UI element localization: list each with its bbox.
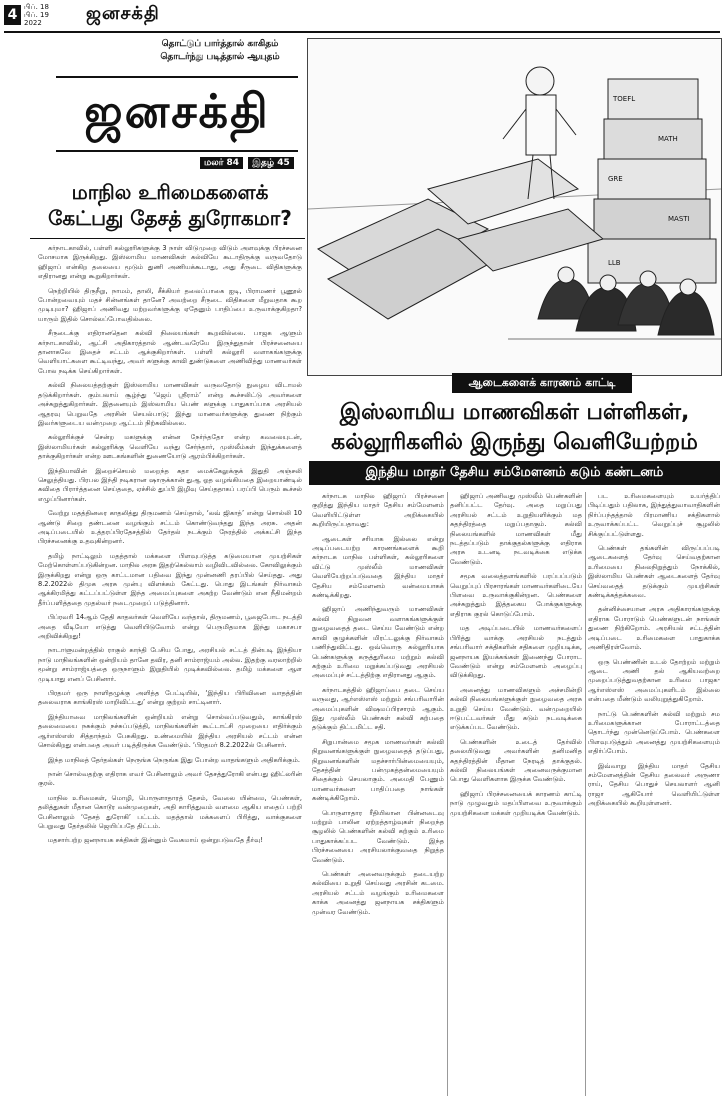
masthead-motto bbox=[140, 38, 300, 64]
column-divider bbox=[585, 492, 586, 1096]
story-kicker: ஆடைகளைக் காரணம் காட்டி bbox=[452, 373, 632, 393]
story-subhead: இந்திய மாதர் தேசிய சம்மேளனம் கடும் கண்டனம் bbox=[309, 461, 720, 485]
paragraph: கர்நாடகத்தில் ஹிஜாப்பை தடை செய்ய வருவது, ஆர்எஸ்எஸ் மற்றும் சங்பரிவாரின் அமைப்புகளின் விஷமப்பிரசாரம் ஆகும். இது முஸ்லீம் பெண்கள் கல்வி கற்பதை தடுக்கும் திட்டமிட்ட சதி. bbox=[312, 685, 444, 732]
motto-line: தொடர்ந்து படித்தால் ஆயுதம் bbox=[160, 52, 280, 62]
story-column-1 bbox=[312, 492, 444, 1096]
paragraph: தமிழ் நாட்டிலும் மதத்தால் மக்களை பிளவுபடுத்த கடுமையான முயற்சிகள் மேற்கொள்ளப்படுகின்றன. மாநில அரசு இதற்கெல்லாம் வழிவிடவில்லை. கோவிலுக்கும் இருக்கிறது என்று ஒரு காட்டமான பதிவை இந்து முன்னணி தரப்பில் செய்தது. அது 8.2.2022ல் திமுக அரசு முன்பு விளக்கம் கேட்டது. பொது இடங்கள் நிர்வாகம் ஆக்கிரமித்து கட்டப்பட்டுள்ள இந்த அமைப்புகளை அகற்ற வேண்டும் என நீதிமன்றம் தீர்ப்பளித்ததை முதல்வர் நடைமுறைப் படுத்தினார். bbox=[38, 551, 302, 607]
paragraph: ஹிஜாப் அணிவது முஸ்லீம் பெண்களின் தனிப்பட்ட தேர்வு. அதை மறுப்பது அரசியல் சட்டம் உறுதியளிக்கும் மத சுதந்திரத்தை மறுப்பதாகும். கல்வி நிலையங்களில் மாணவிகள் மீது நடத்தப்படும் தாக்குதல்களுக்கு எதிராக அரசு உடனடி நடவடிக்கை எடுக்க வேண்டும். bbox=[450, 492, 582, 566]
paragraph: தன்னிச்சையான அரசு அதிகாரங்களுக்கு எதிராக போராடும் பெண்களுடன் நாங்கள் துணை நிற்கிறோம். அரசியல் சட்டத்தின் அடிப்படை உரிமைகளை பாதுகாக்க அணிதிரள்வோம். bbox=[588, 605, 720, 652]
book-label: TOEFL bbox=[613, 95, 636, 103]
date-line: 2022 bbox=[24, 19, 42, 27]
cartoon-drawing bbox=[308, 39, 721, 375]
book-label: MASTI bbox=[668, 215, 690, 223]
editorial-divider bbox=[30, 238, 305, 239]
paragraph: இந்தியாவை மாநிலங்களின் ஒன்றியம் என்று சொல்லப்படுவதும், காங்கிரஸ் தலைமையை நசுக்கும் நச்சுப்படுத்தி, மாநிலங்களின் கூட்டாட்சி முறையை எதிர்க்கும் ஆர்எஸ்எஸ் சித்தாந்தம் பேசுகிறது. உண்மையில் இந்திய அரசியல் சட்டம் என்ன சொல்கிறது என்பதை அவர் படித்திருக்க வேண்டும். ‘பிரதமர் 8.2.2022ல் பேசினார். bbox=[38, 712, 302, 750]
column-divider bbox=[447, 492, 448, 1096]
paragraph: மதசார்பற்ற ஜனநாயக சக்திகள் இன்னும் வேகமாய் ஒன்றுபடுவதே தீர்வு! bbox=[48, 836, 264, 845]
paragraph: மத அடிப்படையில் மாணவர்களைப் பிரித்து வாக்கு அரசியல் நடத்தும் சங்பரிவார் சக்திகளின் சதிகளை முறியடிக்க, ஜனநாயக இயக்கங்கள் இணைந்து போராட வேண்டும் என்று சம்மேளனம் அழைப்பு விடுக்கிறது. bbox=[450, 624, 582, 680]
paragraph: நாட்டு பெண்களின் கல்வி மற்றும் சம உரிமைகளுக்கான போராட்டத்தை தொடர்ந்து முன்னெடுப்போம். பெண்களை பிளவுபடுத்தும் அனைத்து முயற்சிகளையும் எதிர்ப்போம். bbox=[588, 709, 720, 756]
cartoon-illustration bbox=[307, 38, 722, 376]
header-divider bbox=[4, 31, 720, 33]
paragraph: பெண்கள் அனைவருக்கும் தடையற்ற கல்வியை உறுதி செய்வது அரசின் கடமை. அரசியல் சட்டம் வழங்கும் உரிமைகளை காக்க அனைத்து ஜனநாயக சக்திகளும் முன்வர வேண்டும். bbox=[312, 870, 444, 916]
book-label: GRE bbox=[608, 175, 623, 183]
paragraph: பிப்ரவரி 14ஆம் தேதி காதலர்கள் வெளியே வந்தால், திருமணம், பூஜைபோட நடத்தி அதை வீடியோ எடுத்து வெளியிடுவோம் என்று பெருமிதமாக இந்து மகாசபா அறிவிக்கிறது! bbox=[38, 613, 302, 641]
story-column-3 bbox=[588, 492, 720, 1096]
editorial-body bbox=[38, 244, 302, 1096]
paragraph: பொருளாதார ரீதியிலான பின்னடைவு மற்றும் பாலின ஏற்றத்தாழ்வுகள் நிறைந்த சூழலில் பெண்களின் கல்வி கற்கும் உரிமை பாதுகாக்கப்பட வேண்டும். இந்த பிரச்சனையை அரசியலாக்குவதை நிறுத்த வேண்டும். bbox=[312, 808, 444, 864]
date-line: பிப். 19 bbox=[24, 11, 49, 19]
headline-line: கேட்பது தேசத் துரோகமா? bbox=[48, 206, 292, 230]
story-headline bbox=[309, 398, 720, 458]
book-label: LLB bbox=[608, 259, 621, 267]
paragraph: கல்வி நிலையத்தற்குள் இஸ்லாமிய மாணவிகள் வருவதோடு நுழைய விடாமல் தடுக்கிறார்கள். கும்பலாய் சூழ்ந்து ‘ஜெய் ஸ்ரீராம்’ என்ற கூச்சலிட்டு அவர்களை அச்சுறுத்துகிறார்கள். இதனையும் இஸ்லாமிய பெண் களுக்கு பாதுகாப்பாக அரசியல் ஆதரவு பெறுவதே அரசின் செயல்பாடு; இந்து மாணவர்களுக்கு துணை நிற்கும் இவர்களுடைய வன்முறை ஆட்டம் நிற்கவில்லை. bbox=[38, 381, 302, 427]
paragraph: இவ்வாறு இந்திய மாதர் தேசிய சம்மேளனத்தின் தேசிய தலைவர் அருணா ராய், தேசிய பொதுச் செயலாளர் ஆனி ராஜா ஆகியோர் வெளியிட்டுள்ள அறிக்கையில் கூறியுள்ளனர். bbox=[588, 761, 720, 808]
paragraph: வேற்று மதத்தினரை காதலித்து திருமணம் செய்தால், ‘லவ் ஜிகாத்’ என்று சொல்லி 10 ஆண்டு சிறை தண்டனை வழங்கும் சட்டம் கொண்டுவந்தது இந்த அரசு. அதன் அடிப்படையில் உத்தரப்பிரதேசத்தில் தேர்தல் நடக்கும் நேரத்தில் அக்கட்சி இந்த பிரச்சனைக்கு உதவுகின்றனர். bbox=[38, 509, 302, 546]
headline-line: கல்லூரிகளில் இருந்து வெளியேற்றம் bbox=[331, 430, 698, 455]
paragraph: சீருடைக்கு எதிரானதென கல்வி நிலையங்கள் கூறவில்லை. பாஜக ஆளும் கர்நாடகாவில், ஆட்சி அதிகாரத்தால் ஆண்டவரேயே இருந்துதான் பிரச்சனையை தானாகவே இதைச் சட்டம் ஆக்குகிறார்கள். பள்ளி கல்லூரி வளாகங்களுக்கு வெளியாட்களை கூட்டிவந்து, அவர் களுக்கு காவி துண்டுகளை அணிவித்து மாணவர்கள் போல நடிக்க செய்கிறார்கள். bbox=[38, 329, 302, 375]
paragraph: கர்நாடக மாநில ஹிஜாப் பிரச்சனை குறித்து இந்திய மாதர் தேசிய சம்மேளனம் வெளியிட்டுள்ள அறிக்கையில் கூறியிருப்பதாவது: bbox=[312, 492, 444, 529]
header-newspaper-name: ஜனசக்தி bbox=[86, 3, 160, 24]
page-number: 4 bbox=[4, 5, 21, 25]
paragraph: கல்லூரிக்குச் சென்ற மகளுக்கு என்ன நேர்ந்ததோ என்ற கவலையுடன், இஸ்லாமியர்கள் கல்லூரிக்கு வெளியே வந்து சேர்ந்தார், முஸ்லீம்கள் இந்துக்களைத் தாக்குகிறார்கள் என்ற ஊடகங்களின் துணையோடு ஆரம்பிக்கிறார்கள். bbox=[38, 433, 302, 461]
book-label: MATH bbox=[658, 135, 678, 143]
paragraph: நான் சொல்வதற்கு எதிராக எவர் பேசினாலும் அவர் தேசத்துரோகி என்பது ஹிட்லரின் குரல். bbox=[38, 769, 302, 788]
paragraph: மாநில உரிமைகள், மொழி, பொருளாதாரத் தேசம், வேலை யின்மை, பெண்கள், தலித்துகள் மீதான கொடூர வன்முறைகள், அதி காரித்துவம் வளமை ஆகிய எதைப் பற்றி பேசினாலும் ‘தேசத் துரோகி’ பட்டம். மதத்தால் மக்களைப் பிரித்து, வாக்குகளை பெறுவது தேர்தலில் ஜெயிப்பதே திட்டம். bbox=[38, 793, 302, 830]
paragraph: அனைத்து மாணவிகளும் அச்சமின்றி கல்வி நிலையங்களுக்குள் நுழைவதை அரசு உறுதி செய்ய வேண்டும். வன்முறையில் ஈடுபட்டவர்கள் மீது கடும் நடவடிக்கை எடுக்கப்பட வேண்டும். bbox=[450, 685, 582, 732]
paragraph: பட உரிமைகளையும் உயர்த்திப் பிடிப்பதும் பதிலாக, இந்துத்துவாவாதிகளின் நிர்ப்பந்தத்தால் பிரமாணிய சக்திகளால் உருவாக்கப்பட்ட வெறுப்புச் சூழலில் சிக்குப்பட்டுள்ளது. bbox=[588, 492, 720, 538]
paragraph: பிரதமர் ஒரு நாளிதழுக்கு அளித்த பேட்டியில், ‘இந்திய பிரிவினை வாதத்தின் தலைவராக காங்கிரஸ் மாறிவிட்டது’ என்று குற்றம் சாட்டினார். bbox=[38, 689, 302, 707]
issue-date bbox=[24, 3, 49, 27]
headline-line: இஸ்லாமிய மாணவிகள் பள்ளிகள், bbox=[339, 400, 690, 425]
paragraph: நெற்றியில் திருநீறு, நாமம், தாலி, சீக்கியர் தலைப்பாகை ஐடி, பிராமணர் பூணூல் போன்றவையும் மதச் சின்னங்கள் தானே? அவற்றை சீருடை விதிகளை மீறுவதாக கூற முடியுமா? ஹிஜாப் அணிவது மற்றவர்களுக்கு ஏதேனும் பாதிப்பை உருவாக்குகிறதா? யாரும் இதில் சொல்லப்போவதில்லை. bbox=[38, 286, 302, 323]
editorial-headline bbox=[30, 179, 310, 231]
issue-label: இதழ் 45 bbox=[248, 157, 294, 169]
headline-line: மாநில உரிமைகளைக் bbox=[71, 180, 269, 204]
paragraph: ஆடைகள் சரியாக இல்லை என்று அடிப்படையற்ற காரணங்களைக் கூறி கர்நாடக மாநில பள்ளிகள், கல்லூரிகளை விட்டு முஸ்லீம் மாணவிகள் வெளியேற்றப்படுவதை இந்திய மாதர் தேசிய சம்மேளனம் வன்மையாகக் கண்டிக்கிறது. bbox=[312, 534, 444, 600]
story-column-2 bbox=[450, 492, 582, 1096]
paragraph: பெண்கள் தங்களின் விருப்பப்படி ஆடைகளைத் தேர்வு செய்வதற்கான உரிமையை நிலைநிறுத்தும் நோக்கில், இஸ்லாமிய பெண்கள் ஆடைகளைத் தேர்வு செய்வதைத் தடுக்கும் முயற்சிகள் கண்டிக்கத்தக்கவை. bbox=[588, 544, 720, 600]
paragraph: ஒரு பெண்ணின் உடல் தோற்றம் மற்றும் ஆடை அணி தல் ஆகியவற்றை முறைப்படுத்துவதற்கான உரிமை பாஜக-ஆர்எஸ்எஸ் அமைப்புகளிடம் இல்லை என்பதை மீண்டும் வலியுறுத்துகிறோம். bbox=[588, 657, 720, 704]
paragraph: கர்நாடகாவில், பள்ளி கல்லூரிகளுக்கு 3 நாள் விடுமுறை விடும் அளவுக்கு பிரச்சனை மோசமாக இருக்கிறது. இஸ்லாமிய மாணவிகள் கல்வியே கூடாதிருக்கு வருவதோடு ஹிஜாப் என்கிற தலையை மூடும் துணி அணியக்கூடாது, அது சீருடை விதிகளுக்கு எதிரானது என்று கூறுகிறார்கள். bbox=[38, 244, 302, 281]
volume-label: மலர் 84 bbox=[200, 157, 243, 169]
masthead-title: ஜனசக்தி bbox=[84, 83, 270, 138]
paragraph: சமூக வலைத்தளங்களில் பரப்பப்படும் வெறுப்புப் பிரசாரங்கள் மாணவர்களிடையே பிளவை உருவாக்குகின்றன. பெண்களை அச்சுறுத்தும் இத்தகைய போக்குகளுக்கு எதிராக குரல் கொடுப்போம். bbox=[450, 572, 582, 618]
volume-issue bbox=[200, 158, 296, 169]
paragraph: இந்த மாநிலத் தேர்தல்கள் நெருங்க நெருங்க இது போன்ற வாதங்களும் அதிகரிக்கும். bbox=[48, 755, 301, 764]
paragraph: நாடாளுமன்றத்தில் ராகுல் காந்தி பேசிய போது, அரசியல் சட்டத் தின்படி இந்தியா நாடு மாநிலங்களின் ஒன்றியம் தானே தவிர, தனி சாம்ராஜ்யம் அல்ல. இதற்கு வரலாற்றில் மூன்று சாம்ராஜ்யத்தை ஒருநாளும் இறுதியில் முடிக்கவில்லை. தமிழ் மக்களை ஆள முடியாது எனப் பேசினார். bbox=[38, 646, 302, 683]
paragraph: பெண்களின் உடைத் தேர்வில் தலையிடுவது அவர்களின் தனிமனித சுதந்திரத்தின் மீதான நேரடித் தாக்குதல். கல்வி நிலையங்கள் அனைவருக்குமான பொது வெளிகளாக இருக்க வேண்டும். bbox=[450, 737, 582, 784]
paragraph: இந்தியாவின் இறைச்செயல் மறைந்த கதா மைக்கேலுக்குக் இதுதி அஞ்சலி செலுத்தியது. பிரபல இந்தி நடிகரான ஷாருக்கான் துஆ ஓத வழங்கியதை இறையாண்டில் கவிதை பிரார்த்தனை செய்ததை, ஏச்சில் துப்பி இழிவு செய்ததாகப் பரப்பி பெரும் கூச்சல் எழுப்பினார்கள். bbox=[38, 466, 302, 503]
paragraph: ஹிஜாப் அணிந்துவரும் மாணவிகள் கல்வி நிறுவன வளாகங்களுக்குள் நுழைவதைத் தடை செய்ய வேண்டும் என்ற காவி குழுக்களின் மிரட்டலுக்கு நிர்வாகம் பணிந்துவிட்டது. ஒவ்வொரு கல்லூரியாக பெண்களுக்கு கருத்துரிமை மற்றும் கல்வி கற்கும் உரிமை மறுக்கப்படுவது அரசியல் அமைப்புச் சட்டத்திற்கு எதிரானது ஆகும். bbox=[312, 605, 444, 680]
motto-line: தொட்டுப் பார்த்தால் காகிதம் bbox=[161, 39, 279, 49]
paragraph: ஹிஜாப் பிரச்சனையைக் காரணம் காட்டி நாடு முழுவதும் மதப்பிளவை உருவாக்கும் முயற்சிகளை மக்கள் முறியடிக்க வேண்டும். bbox=[450, 789, 582, 817]
masthead-title-box bbox=[56, 76, 298, 152]
date-line: பிப். 18 bbox=[24, 3, 49, 11]
paragraph: சிறுபான்மை சமூக மாணவர்கள் கல்வி நிறுவனங்களுக்குள் நுழைவதைத் தடுப்பது, நிறுவனங்களின் மதச்சார்பின்மையையும், தேசத்தின் பன்முகத்தன்மையையும் சிதைக்கும் செயலாகும். அமைதி பேணும் மாணவர்களை பாதிப்பதை நாங்கள் கண்டிக்கிறோம். bbox=[312, 737, 444, 803]
